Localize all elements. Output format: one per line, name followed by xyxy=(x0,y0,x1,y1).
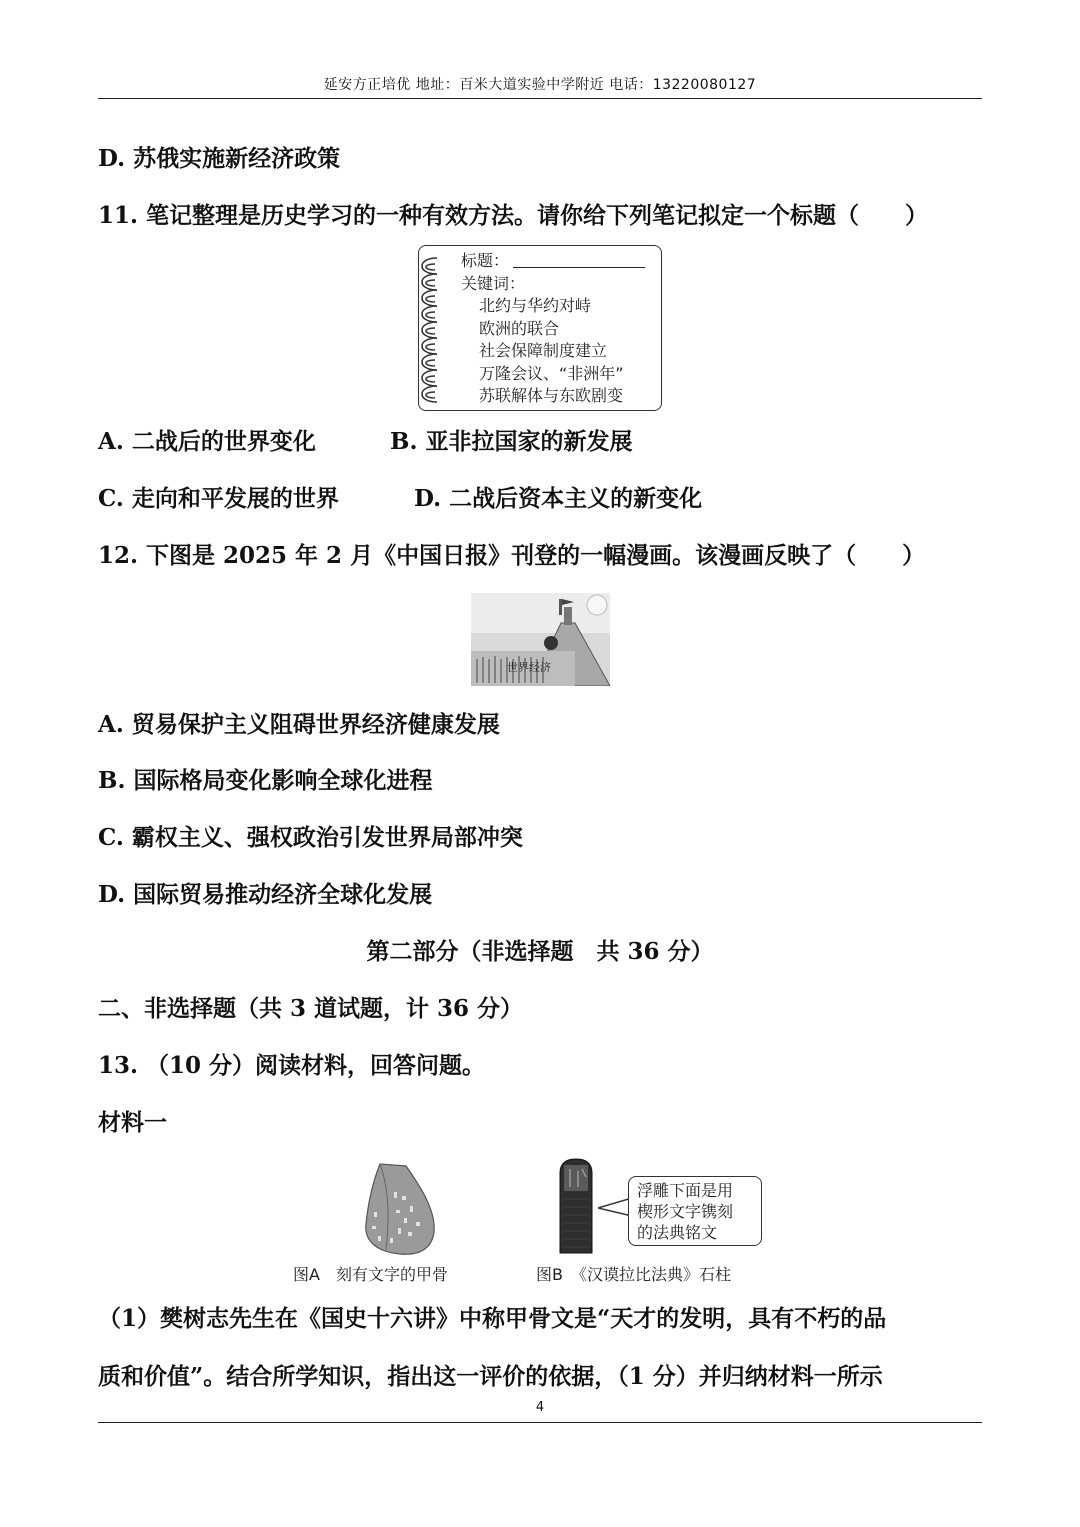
spiral-binding-icon xyxy=(413,254,453,406)
speech-bubble-tail xyxy=(598,1196,632,1220)
bubble-line: 的法典铭文 xyxy=(637,1223,718,1242)
page-header: 延安方正培优 地址：百米大道实验中学附近 电话：13220080127 xyxy=(98,72,982,99)
cartoon-image xyxy=(471,593,610,686)
note-keyword: 苏联解体与东欧剧变 xyxy=(479,386,624,405)
q10-option-d: D. 苏俄实施新经济政策 xyxy=(98,145,341,172)
caption-figure-a: 图A 刻有文字的甲骨 xyxy=(293,1265,448,1284)
notebook-card xyxy=(418,245,662,411)
hammurabi-stele-image xyxy=(556,1157,596,1255)
q11-stem: 11. 笔记整理是历史学习的一种有效方法。请你给下列笔记拟定一个标题（ ） xyxy=(98,202,929,229)
q11-option-a: A. 二战后的世界变化 xyxy=(98,428,316,455)
q13-paragraph-line-2: 质和价值”。结合所学知识，指出这一评价的依据，（1 分）并归纳材料一所示 xyxy=(98,1363,883,1390)
part2-heading: 第二部分（非选择题 共 36 分） xyxy=(366,938,714,965)
q13-stem: 13. （10 分）阅读材料，回答问题。 xyxy=(98,1052,486,1079)
q11-option-b: B. 亚非拉国家的新发展 xyxy=(390,428,633,455)
q11-option-d: D. 二战后资本主义的新变化 xyxy=(414,485,703,512)
page-number: 4 xyxy=(535,1400,545,1415)
q12-option-d: D. 国际贸易推动经济全球化发展 xyxy=(98,881,433,908)
note-title-row xyxy=(461,250,645,273)
bubble-line: 浮雕下面是用 xyxy=(637,1181,734,1200)
note-keyword: 欧洲的联合 xyxy=(479,318,560,338)
q12-option-c: C. 霸权主义、强权政治引发世界局部冲突 xyxy=(98,824,523,851)
oracle-bone-image xyxy=(360,1162,438,1258)
section-heading: 二、非选择题（共 3 道试题，计 36 分） xyxy=(98,995,524,1022)
q12-option-b: B. 国际格局变化影响全球化进程 xyxy=(98,767,433,794)
q12-stem: 12. 下图是 2025 年 2 月《中国日报》刊登的一幅漫画。该漫画反映了（ ） xyxy=(98,542,926,569)
note-keyword: 万隆会议、“非洲年” xyxy=(479,363,624,383)
caption-figure-b: 图B 《汉谟拉比法典》石柱 xyxy=(536,1265,731,1284)
bubble-line: 楔形文字镌刻 xyxy=(637,1202,734,1221)
q11-option-c: C. 走向和平发展的世界 xyxy=(98,485,339,512)
note-title-blank xyxy=(513,267,645,268)
footer-divider xyxy=(98,1422,982,1423)
note-title-label: 标题： xyxy=(461,251,510,270)
speech-bubble xyxy=(628,1176,762,1246)
cartoon-caption-text: 世界经济 xyxy=(507,661,551,674)
q12-option-a: A. 贸易保护主义阻碍世界经济健康发展 xyxy=(98,711,500,738)
material-label: 材料一 xyxy=(98,1109,167,1136)
note-keyword: 北约与华约对峙 xyxy=(479,296,592,315)
note-keyword: 社会保障制度建立 xyxy=(479,341,608,360)
note-keywords-label: 关键词： xyxy=(461,273,526,293)
q13-paragraph-line-1: （1）樊树志先生在《国史十六讲》中称甲骨文是“天才的发明，具有不朽的品 xyxy=(98,1305,887,1332)
